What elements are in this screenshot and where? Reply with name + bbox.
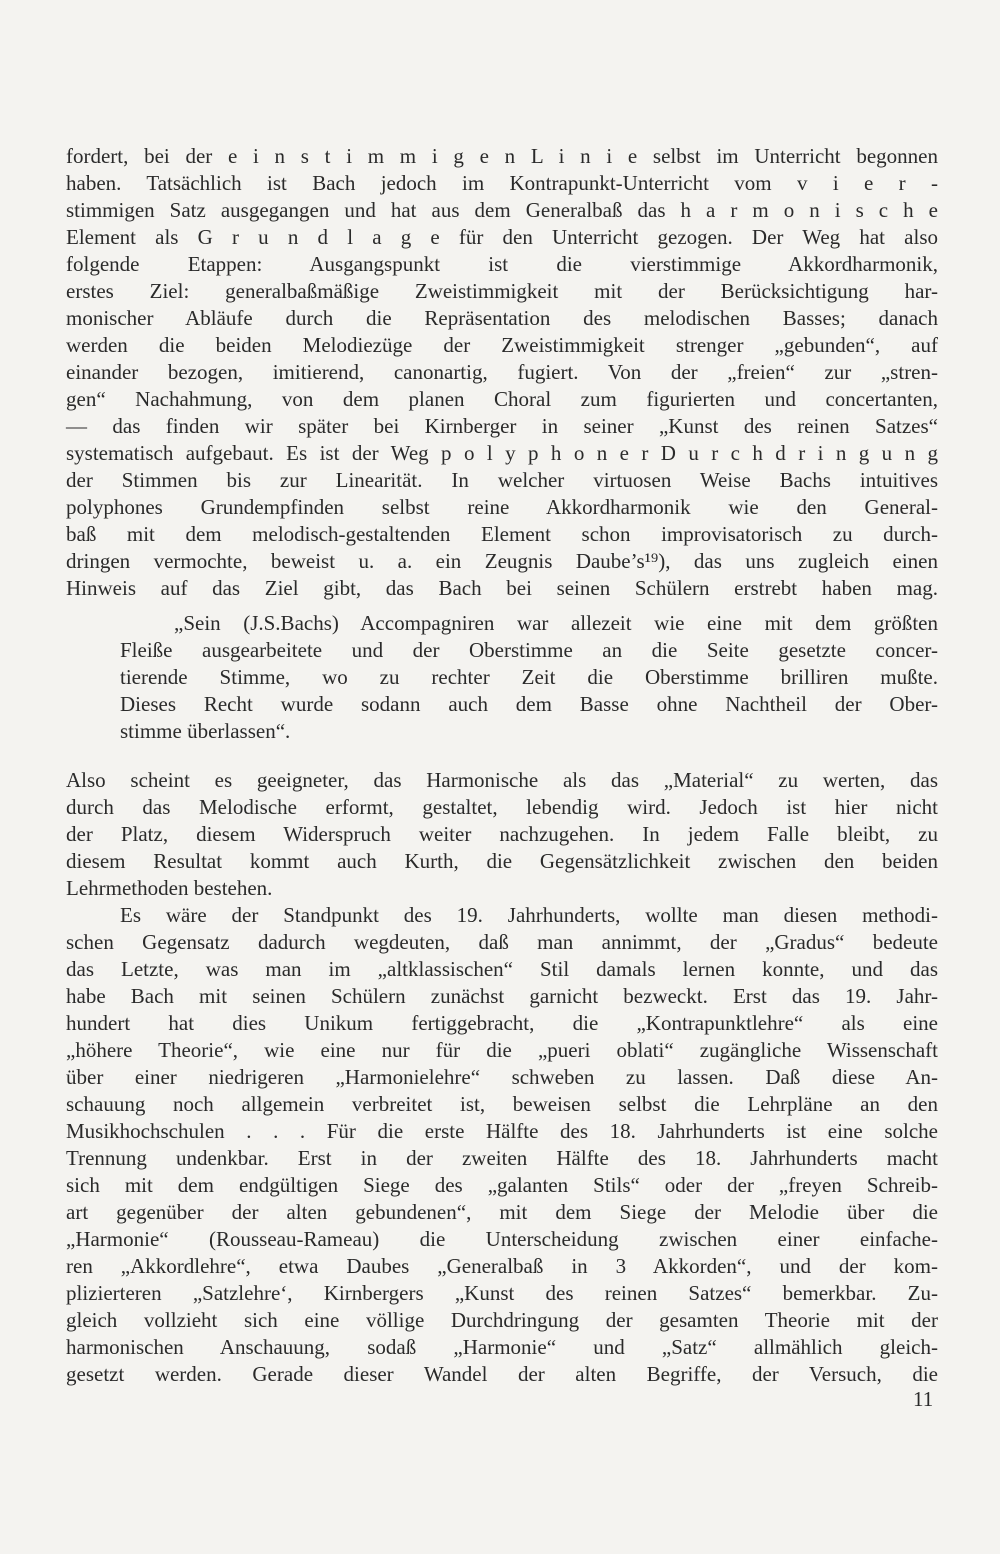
text-line: systematisch aufgebaut. Es ist der Weg p o l y p h o n e r D u r c h d r i n g u n g bbox=[66, 441, 938, 465]
text-line: der Platz, diesem Widerspruch weiter nachzugehen. In jedem Falle bleibt, zu bbox=[66, 822, 938, 846]
text-line: polyphones Grundempfinden selbst reine Akkordharmonik wie den General- bbox=[66, 495, 938, 519]
text-line: stimmigen Satz ausgegangen und hat aus dem Generalbaß das h a r m o n i s c h e bbox=[66, 198, 938, 222]
text-line: der Stimmen bis zur Linearität. In welcher virtuosen Weise Bachs intuitives bbox=[66, 468, 938, 492]
paragraph-1 bbox=[66, 143, 938, 602]
text-line: hundert hat dies Unikum fertiggebracht, die „Kontrapunktlehre“ als eine bbox=[66, 1011, 938, 1035]
quote-line: tierende Stimme, wo zu rechter Zeit die Oberstimme brilliren mußte. bbox=[120, 665, 938, 689]
text-line: schauung noch allgemein verbreitet ist, beweisen selbst die Lehrpläne an den bbox=[66, 1092, 938, 1116]
text-line: Element als G r u n d l a g e für den Unterricht gezogen. Der Weg hat also bbox=[66, 225, 938, 249]
text-line: Musikhochschulen . . . Für die erste Hälfte des 18. Jahrhunderts ist eine solche bbox=[66, 1119, 938, 1143]
text-line: „Harmonie“ (Rousseau-Rameau) die Unterscheidung zwischen einer einfache- bbox=[66, 1227, 938, 1251]
text-line: „höhere Theorie“, wie eine nur für die „pueri oblati“ zugängliche Wissenschaft bbox=[66, 1038, 938, 1062]
text-line: dringen vermochte, beweist u. a. ein Zeugnis Daube’s¹⁹), das uns zugleich einen bbox=[66, 549, 938, 573]
text-line: schen Gegensatz dadurch wegdeuten, daß man annimmt, der „Gradus“ bedeute bbox=[66, 930, 938, 954]
text-line: fordert, bei der e i n s t i m m i g e n L i n i e selbst im Unterricht begonnen bbox=[66, 144, 938, 168]
text-line: art gegenüber der alten gebundenen“, mit dem Siege der Melodie über die bbox=[66, 1200, 938, 1224]
text-line: erstes Ziel: generalbaßmäßige Zweistimmigkeit mit der Berücksichtigung har- bbox=[66, 279, 938, 303]
paragraph-2 bbox=[66, 767, 938, 902]
text-line: — das finden wir später bei Kirnberger in seiner „Kunst des reinen Satzes“ bbox=[66, 414, 938, 438]
text-line: baß mit dem melodisch-gestaltenden Element schon improvisatorisch zu durch- bbox=[66, 522, 938, 546]
quote-line: stimme überlassen“. bbox=[120, 719, 291, 743]
text-line: gleich vollzieht sich eine völlige Durchdringung der gesamten Theorie mit der bbox=[66, 1308, 938, 1332]
page-number: 11 bbox=[913, 1387, 934, 1411]
text-line: gen“ Nachahmung, von dem planen Choral zum figurierten und concertanten, bbox=[66, 387, 938, 411]
block-quote bbox=[120, 610, 938, 745]
text-line: gesetzt werden. Gerade dieser Wandel der alten Begriffe, der Versuch, die bbox=[66, 1362, 938, 1386]
text-line: sich mit dem endgültigen Siege des „galanten Stils“ oder der „freyen Schreib- bbox=[66, 1173, 938, 1197]
text-line: Es wäre der Standpunkt des 19. Jahrhunderts, wollte man diesen methodi- bbox=[120, 903, 938, 927]
text-line: folgende Etappen: Ausgangspunkt ist die vierstimmige Akkordharmonik, bbox=[66, 252, 938, 276]
text-line: das Letzte, was man im „altklassischen“ Stil damals lernen konnte, und das bbox=[66, 957, 938, 981]
text-line: Lehrmethoden bestehen. bbox=[66, 876, 273, 900]
text-line: habe Bach mit seinen Schülern zunächst garnicht bezweckt. Erst das 19. Jahr- bbox=[66, 984, 938, 1008]
text-line: werden die beiden Melodiezüge der Zweistimmigkeit strenger „gebunden“, auf bbox=[66, 333, 938, 357]
paragraph-3 bbox=[66, 902, 938, 1388]
quote-line: Fleiße ausgearbeitete und der Oberstimme an die Seite gesetzte concer- bbox=[120, 638, 938, 662]
text-line: haben. Tatsächlich ist Bach jedoch im Kontrapunkt-Unterricht vom v i e r - bbox=[66, 171, 938, 195]
text-line: harmonischen Anschauung, sodaß „Harmonie“ und „Satz“ allmählich gleich- bbox=[66, 1335, 938, 1359]
text-line: Hinweis auf das Ziel gibt, das Bach bei seinen Schülern erstrebt haben mag. bbox=[66, 576, 938, 600]
text-line: durch das Melodische erformt, gestaltet, lebendig wird. Jedoch ist hier nicht bbox=[66, 795, 938, 819]
quote-line: „Sein (J.S.Bachs) Accompagniren war allezeit wie eine mit dem größten bbox=[174, 611, 938, 635]
text-line: monischer Abläufe durch die Repräsentation des melodischen Basses; danach bbox=[66, 306, 938, 330]
text-line: Trennung undenkbar. Erst in der zweiten Hälfte des 18. Jahrhunderts macht bbox=[66, 1146, 938, 1170]
quote-line: Dieses Recht wurde sodann auch dem Basse ohne Nachtheil der Ober- bbox=[120, 692, 938, 716]
text-line: plizierteren „Satzlehre‘, Kirnbergers „Kunst des reinen Satzes“ bemerkbar. Zu- bbox=[66, 1281, 938, 1305]
text-line: über einer niedrigeren „Harmonielehre“ schweben zu lassen. Daß diese An- bbox=[66, 1065, 938, 1089]
text-line: diesem Resultat kommt auch Kurth, die Gegensätzlichkeit zwischen den beiden bbox=[66, 849, 938, 873]
text-line: ren „Akkordlehre“, etwa Daubes „Generalbaß in 3 Akkorden“, und der kom- bbox=[66, 1254, 938, 1278]
text-line: einander bezogen, imitierend, canonartig, fugiert. Von der „freien“ zur „stren- bbox=[66, 360, 938, 384]
text-line: Also scheint es geeigneter, das Harmonische als das „Material“ zu werten, das bbox=[66, 768, 938, 792]
